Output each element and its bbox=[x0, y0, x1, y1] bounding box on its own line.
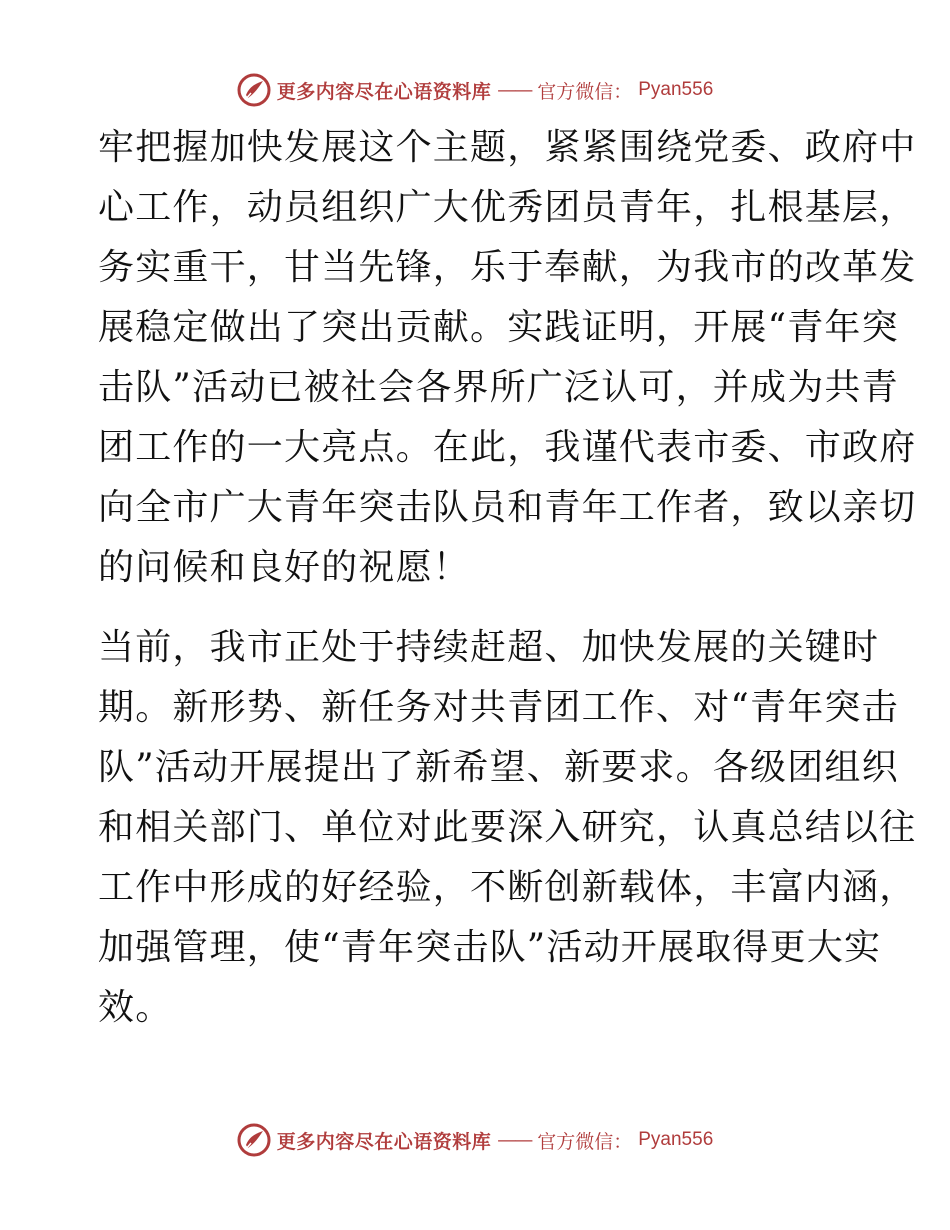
watermark-wechat-id: Pyan556 bbox=[638, 1129, 714, 1150]
brand-logo-icon bbox=[237, 1123, 271, 1157]
watermark-wechat-id: Pyan556 bbox=[638, 79, 714, 100]
footer-watermark bbox=[0, 1120, 950, 1160]
brand-logo-icon bbox=[237, 73, 271, 107]
text-line: 效。 bbox=[98, 987, 173, 1028]
text-line: 团工作的一大亮点。在此，我谨代表市委、市政府 bbox=[98, 427, 917, 468]
text-line: 心工作，动员组织广大优秀团员青年，扎根基层， bbox=[98, 187, 917, 228]
text-line: 队”活动开展提出了新希望、新要求。各级团组织 bbox=[98, 747, 899, 788]
header-watermark bbox=[0, 70, 950, 110]
text-line: 当前，我市正处于持续赶超、加快发展的关键时 bbox=[98, 627, 880, 668]
text-line: 展稳定做出了突出贡献。实践证明，开展“青年突 bbox=[98, 307, 899, 348]
text-line: 务实重干，甘当先锋，乐于奉献，为我市的改革发 bbox=[98, 247, 917, 288]
text-line: 击队”活动已被社会各界所广泛认可，并成为共青 bbox=[98, 367, 899, 408]
paragraph bbox=[98, 118, 917, 598]
paragraph bbox=[98, 618, 917, 1038]
document-body bbox=[98, 118, 917, 1038]
watermark-label: 官方微信： bbox=[537, 1130, 633, 1153]
watermark-label: 官方微信： bbox=[537, 80, 633, 103]
watermark-main-text: 更多内容尽在心语资料库 bbox=[276, 1130, 492, 1153]
watermark-dash: —— bbox=[497, 79, 532, 101]
text-line: 期。新形势、新任务对共青团工作、对“青年突击 bbox=[98, 687, 899, 728]
text-line: 的问候和良好的祝愿！ bbox=[98, 547, 471, 588]
watermark-dash: —— bbox=[497, 1129, 532, 1151]
text-line: 和相关部门、单位对此要深入研究，认真总结以往 bbox=[98, 807, 917, 848]
text-line: 牢把握加快发展这个主题，紧紧围绕党委、政府中 bbox=[98, 127, 917, 168]
text-line: 工作中形成的好经验，不断创新载体，丰富内涵， bbox=[98, 867, 917, 908]
text-line: 向全市广大青年突击队员和青年工作者，致以亲切 bbox=[98, 487, 917, 528]
text-line: 加强管理，使“青年突击队”活动开展取得更大实 bbox=[98, 927, 882, 968]
watermark-main-text: 更多内容尽在心语资料库 bbox=[276, 80, 492, 103]
